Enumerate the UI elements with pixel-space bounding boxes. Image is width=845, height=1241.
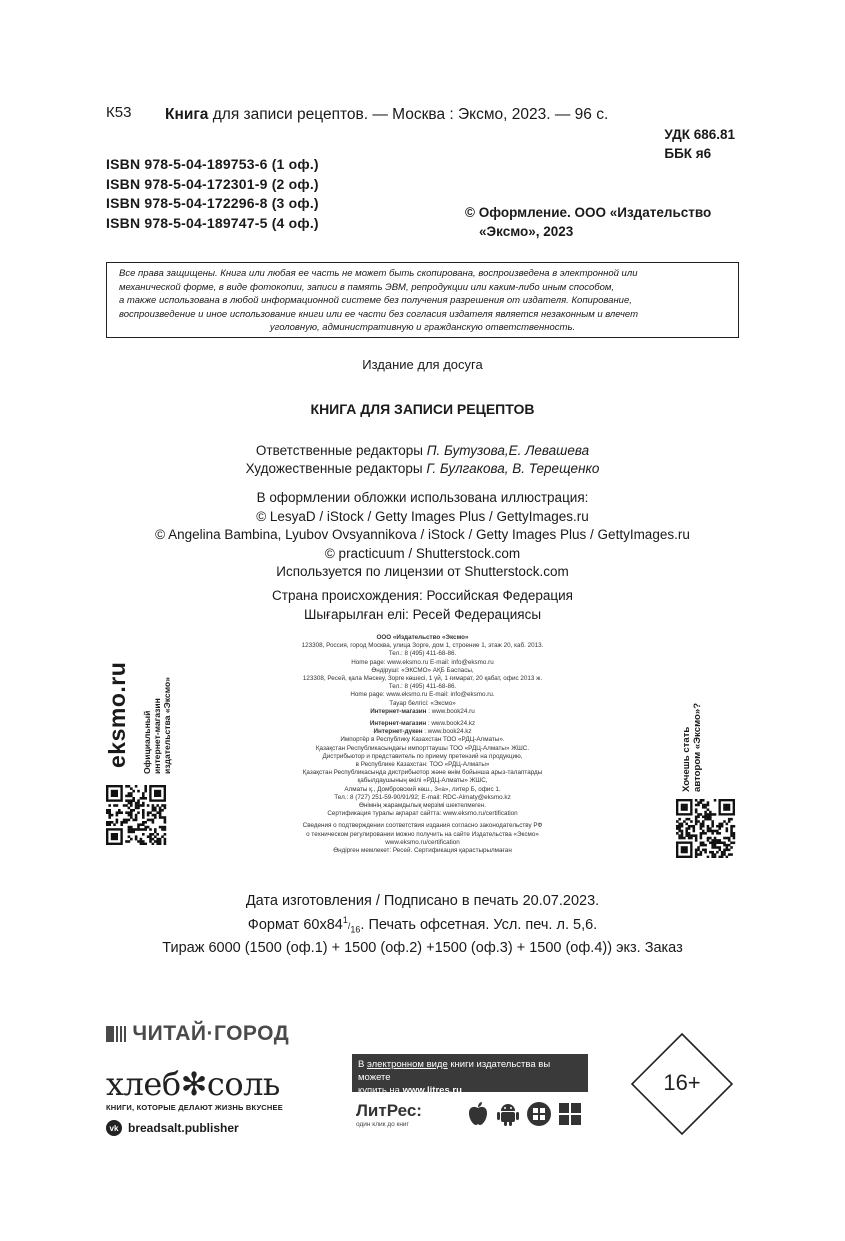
isbn-line: ISBN 978-5-04-172296-8 (3 оф.) <box>106 195 319 211</box>
isbn-line: ISBN 978-5-04-189753-6 (1 оф.) <box>106 156 319 172</box>
format-prefix: Формат 60x84 <box>247 916 343 933</box>
format-numerator: 1 <box>342 914 348 925</box>
hleb-sol-vk-link[interactable] <box>106 1120 239 1136</box>
litres-text: книги издательства вы можете <box>358 1059 551 1083</box>
windows-icon[interactable] <box>558 1101 582 1127</box>
imprint-line: www.eksmo.ru/certification <box>385 838 460 846</box>
eksmo-note-line: Официальный <box>142 710 152 774</box>
imprint-line: Өндірген мемлекет: Ресей. Сертификация қарастырылмаған <box>333 847 512 855</box>
age-rating-badge <box>630 1032 734 1136</box>
origin-line: Шығарылған елі: Ресей Федерациясы <box>303 606 542 622</box>
editor-names: П. Бутузова,Е. Левашева <box>426 443 590 458</box>
editors-block <box>0 442 845 478</box>
copyright-line-2: «Эксмо», 2023 <box>479 224 574 239</box>
eksmo-note-line: интернет-магазин <box>152 698 162 774</box>
classification-codes <box>664 125 735 163</box>
edition-type: Издание для досуга <box>362 357 483 372</box>
book-title: КНИГА ДЛЯ ЗАПИСИ РЕЦЕПТОВ <box>310 401 535 417</box>
imprint-line: о техническом регулировании можно получить на сайте Издательства «Эксмо» <box>306 830 539 838</box>
chitai-gorod-logo <box>106 1022 289 1046</box>
imprint-label: Интернет-дүкен <box>373 728 423 736</box>
format-rest: . Печать офсетная. Усл. печ. л. 5,6. <box>360 916 598 933</box>
litres-text: купить на <box>358 1085 403 1096</box>
imprint-label: Интернет-магазин <box>370 707 427 715</box>
bibliographic-line <box>165 106 608 124</box>
copyright-line-1: © Оформление. ООО «Издательство <box>465 205 712 220</box>
credit-line: Используется по лицензии от Shutterstock.com <box>276 564 569 579</box>
credit-line: © practicuum / Shutterstock.com <box>324 545 521 561</box>
eksmo-brand: eksmo.ru <box>104 661 130 768</box>
design-copyright <box>465 203 711 241</box>
imprint-line: ООО «Издательство «Эксмо» <box>376 634 469 641</box>
imprint-value: : www.book24.kz <box>422 728 472 736</box>
imprint-line: Өнімнің жарамдылық мерзімі шектелмеген. <box>358 802 487 810</box>
format-denominator: 16 <box>350 924 361 935</box>
android-icon[interactable] <box>496 1101 520 1127</box>
author-invite-note <box>681 703 703 792</box>
windows-phone-icon[interactable] <box>526 1101 552 1127</box>
apple-icon[interactable] <box>466 1101 490 1127</box>
imprint-line: қабылдаушының өкілі «РДЦ-Алматы» ЖШС, <box>357 777 488 785</box>
bbk-code: ББК я6 <box>664 146 712 161</box>
hleb-sol-logo: хлеб✻соль <box>106 1065 280 1103</box>
print-run: Тираж 6000 (1500 (оф.1) + 1500 (оф.2) +1500 (оф.3) + 1500 (оф.4)) экз. Заказ <box>162 939 683 956</box>
editor-names: Г. Булгакова, В. Терещенко <box>426 461 600 476</box>
illustration-credits <box>0 489 845 582</box>
litres-line-2 <box>358 1084 582 1097</box>
imprint-value: : www.book24.kz <box>426 720 476 728</box>
imprint-label: Интернет-магазин <box>369 720 427 728</box>
store-icons <box>466 1101 582 1127</box>
udk-code: УДК 686.81 <box>664 127 735 142</box>
imprint-line: Тел.: 8 (727) 251-59-90/91/92; E-mail: RDC-Almaty@eksmo.kz <box>334 793 511 801</box>
litres-slogan: один клик до книг <box>356 1121 409 1128</box>
eksmo-store-note <box>142 677 172 774</box>
credit-line: © Angelina Bambina, Lyubov Ovsyannikova / iStock / Getty Images Plus / GettyImages.ru <box>155 527 690 542</box>
imprint-line: 123308, Россия, город Москва, улица Зорге, дом 1, строение 1, этаж 20, каб. 2013. <box>301 642 544 650</box>
imprint-line: Тел.: 8 (495) 411-68-86. <box>388 683 457 691</box>
vk-handle: breadsalt.publisher <box>128 1121 239 1135</box>
print-date: Дата изготовления / Подписано в печать 20.07.2023. <box>245 893 600 909</box>
rights-notice-box <box>106 262 739 338</box>
author-note-line: Хочешь стать <box>681 726 692 792</box>
isbn-list <box>106 155 319 233</box>
litres-line-1 <box>358 1058 582 1084</box>
isbn-line: ISBN 978-5-04-189747-5 (4 оф.) <box>106 214 319 231</box>
imprint-line: Сведения о подтверждении соответствия издания согласно законодательству РФ <box>302 822 543 830</box>
chitai-gorod-bars-icon <box>106 1025 126 1043</box>
litres-logo: ЛитРес: <box>356 1101 422 1120</box>
editor-line <box>0 442 845 460</box>
bibliographic-title: Книга <box>165 106 209 123</box>
author-qr-code[interactable] <box>676 799 736 858</box>
chitai-gorod-text: ЧИТАЙ·ГОРОД <box>132 1022 290 1045</box>
imprint-line: Қазақстан Республикасындағы импорттаушы ТОО «РДЦ-Алматы» ЖШС. <box>315 744 530 752</box>
bbk-author-sign: К53 <box>106 104 132 121</box>
origin-line: Страна происхождения: Российская Федерация <box>272 588 573 603</box>
litres-banner[interactable] <box>352 1054 588 1096</box>
imprint-line: Home page: www.eksmo.ru E-mail: info@eksmo.ru <box>351 658 494 666</box>
litres-text: В <box>358 1059 367 1070</box>
rights-line: Все права защищены. Книга или любая ее часть не может быть скопирована, воспроизведена в электронной или <box>119 268 638 279</box>
imprint-line: в Республике Казахстан: ТОО «РДЦ-Алматы» <box>355 761 490 769</box>
credit-line: В оформлении обложки использована иллюстрация: <box>256 490 589 505</box>
credit-line: © LesyaD / iStock / Getty Images Plus / GettyImages.ru <box>256 508 589 524</box>
imprint-line: Сертификация туралы ақпарат сайтта: www.eksmo.ru/certification <box>327 810 518 818</box>
imprint-line: Тауар белгісі: «Эксмо» <box>389 699 456 707</box>
editor-role: Ответственные редакторы <box>255 443 423 458</box>
imprint-line: 123308, Ресей, қала Мәскеу, Зорге көшесі, 1 үй, 1 ғимарат, 20 қабат, офис 2013 ж. <box>302 675 543 683</box>
country-of-origin <box>0 587 845 624</box>
hleb-sol-tagline: КНИГИ, КОТОРЫЕ ДЕЛАЮТ ЖИЗНЬ ВКУСНЕЕ <box>106 1103 283 1112</box>
print-details <box>0 892 845 957</box>
eksmo-qr-code[interactable] <box>106 785 168 845</box>
imprint-line: Home page: www.eksmo.ru E-mail: info@eksmo.ru. <box>350 691 495 699</box>
imprint-value: : www.book24.ru <box>426 707 475 715</box>
age-rating-text: 16+ <box>663 1070 701 1095</box>
rights-line: воспроизведение и иное использование книги или ее части без согласия издателя является незаконным и влечет <box>119 308 639 320</box>
editor-role: Художественные редакторы <box>245 461 423 476</box>
litres-url: www.litres.ru <box>402 1085 462 1096</box>
vk-icon: vk <box>106 1120 122 1136</box>
print-format: Формат $60x84^1/_{16}$. Печать офсетная. Усл. печ. л. 5,6. <box>247 914 598 935</box>
imprint-line: Тел.: 8 (495) 411-68-86. <box>388 650 457 658</box>
imprint-line: Өндіруші: «ЭКСМО» АҚБ Баспасы, <box>371 666 474 674</box>
imprint-line: Қазақстан Республикасында дистрибьютор және өнім бойынша арыз-талаптарды <box>302 769 543 777</box>
bibliographic-rest: для записи рецептов. — Москва : Эксмо, 2023. — 96 с. <box>208 106 609 123</box>
rights-line: уголовную, административную и гражданскую ответственность. <box>269 322 576 334</box>
isbn-line: ISBN 978-5-04-172301-9 (2 оф.) <box>106 175 319 192</box>
imprint-line: Алматы қ., Домбровский көш., 3«а», литер Б, офис 1. <box>344 785 501 793</box>
rights-line: а также использована в любой информационной системе без получения разрешения от издателя. Копирование, <box>119 295 632 307</box>
litres-link-ebook: электронном виде <box>366 1059 448 1070</box>
editor-line <box>0 460 845 478</box>
imprint-line: Дистрибьютор и представитель по приему претензий на продукцию, <box>322 752 523 760</box>
imprint-line: Импортёр в Республику Казахстан ТОО «РДЦ-Алматы». <box>340 736 505 744</box>
author-note-line: автором «Эксмо»? <box>692 702 703 792</box>
eksmo-note-line: издательства «Эксмо» <box>162 677 172 774</box>
rights-line: механической форме, в виде фотокопии, записи в память ЭВМ, репродукции или каким-либо иным способом, <box>119 281 615 293</box>
